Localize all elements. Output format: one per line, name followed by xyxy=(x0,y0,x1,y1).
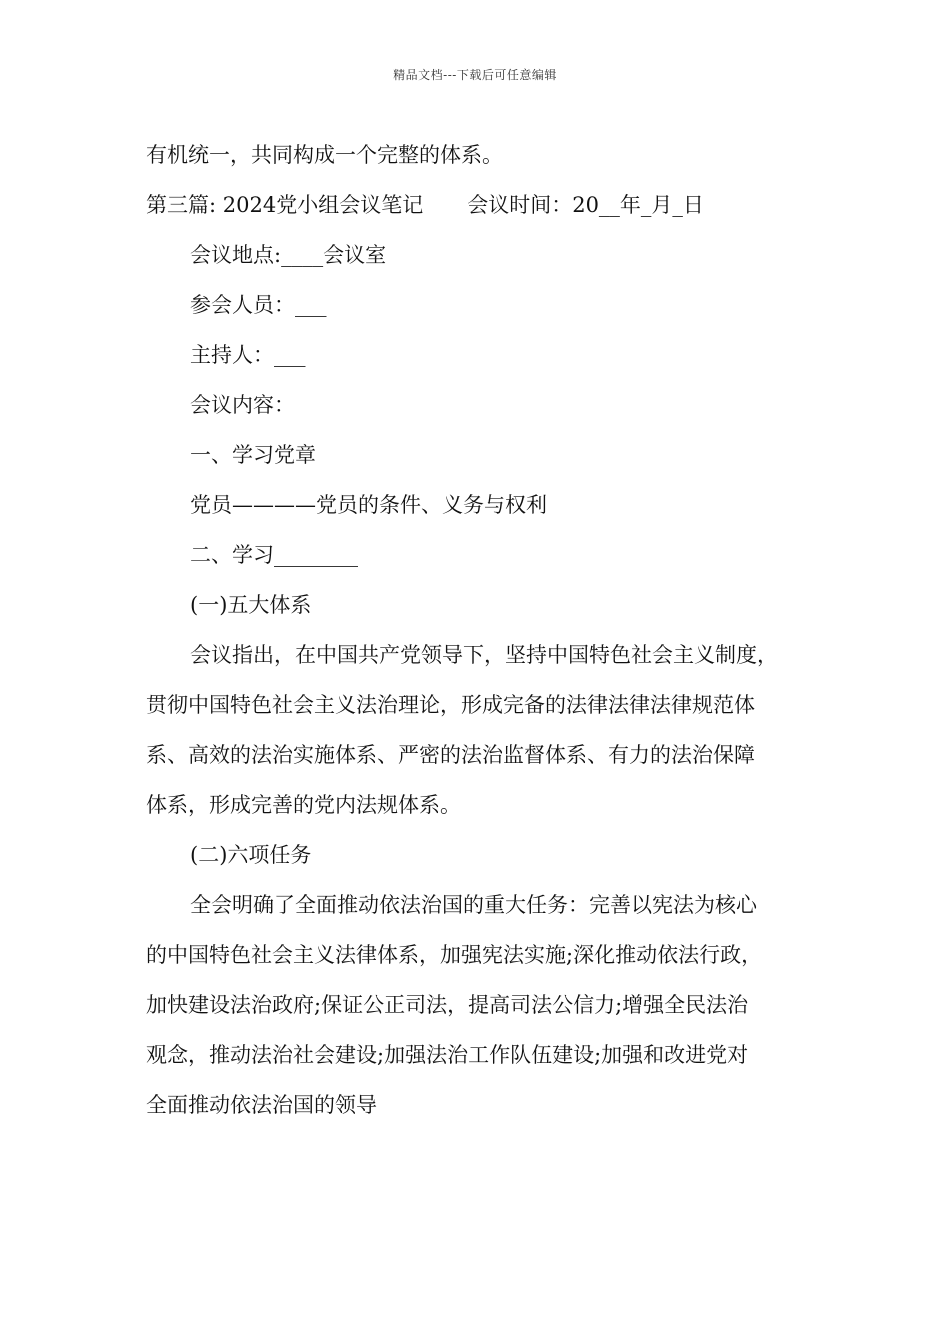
paragraph-line: 观念，推动法治社会建设;加强法治工作队伍建设;加强和改进党对 xyxy=(146,1043,749,1067)
heading-two: 二、学习________ xyxy=(190,543,358,567)
section-title-line xyxy=(146,180,826,230)
paragraph-line: 系、高效的法治实施体系、严密的法治监督体系、有力的法治保障 xyxy=(146,743,755,767)
paragraph-line: 全会明确了全面推动依法治国的重大任务：完善以宪法为核心 xyxy=(190,893,757,917)
page-header: 精品文档---下载后可任意编辑 xyxy=(393,68,557,82)
paragraph-line: 会议指出，在中国共产党领导下，坚持中国特色社会主义制度， xyxy=(190,643,778,667)
host: 主持人：___ xyxy=(190,343,306,367)
meeting-content-label: 会议内容： xyxy=(190,393,295,417)
paragraph-line: 党员————党员的条件、义务与权利 xyxy=(190,493,547,517)
meeting-time: 会议时间：20__年_月_日 xyxy=(467,193,704,217)
paragraph-line: 加快建设法治政府;保证公正司法，提高司法公信力;增强全民法治 xyxy=(146,993,749,1017)
paragraph-line: 体系，形成完善的党内法规体系。 xyxy=(146,793,461,817)
paragraph-line: 的中国特色社会主义法律体系，加强宪法实施;深化推动依法行政， xyxy=(146,943,763,967)
meeting-location: 会议地点:____会议室 xyxy=(190,243,387,267)
paragraph-line: 贯彻中国特色社会主义法治理论，形成完备的法律法律法律规范体 xyxy=(146,693,755,717)
subheading-one: (一)五大体系 xyxy=(190,593,312,617)
document-body xyxy=(146,130,826,1130)
heading-one: 一、学习党章 xyxy=(190,443,316,467)
attendees: 参会人员：___ xyxy=(190,293,327,317)
section-title: 第三篇: 2024党小组会议笔记 xyxy=(146,193,424,217)
subheading-two: (二)六项任务 xyxy=(190,843,312,867)
paragraph-line: 有机统一，共同构成一个完整的体系。 xyxy=(146,143,503,167)
paragraph-line: 全面推动依法治国的领导 xyxy=(146,1093,377,1117)
